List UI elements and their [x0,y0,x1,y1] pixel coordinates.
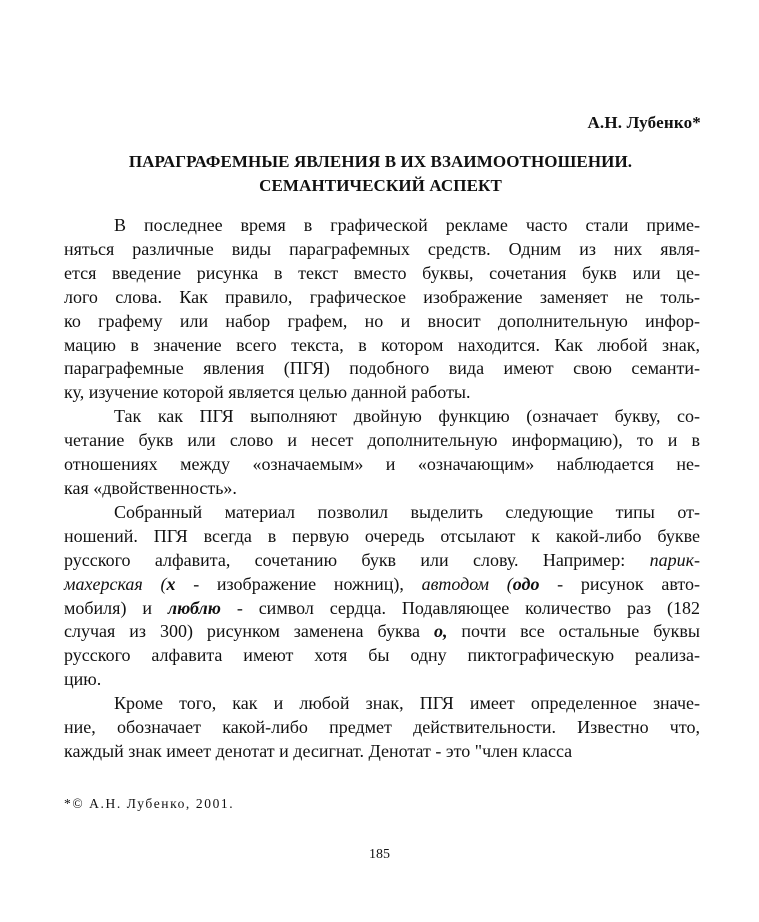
emphasized-text: х [166,573,176,594]
text-line [64,692,700,716]
text-line [64,310,700,334]
text-line [64,477,700,501]
paragraph-1 [64,214,700,405]
text-line [64,238,700,262]
text-line [64,549,700,573]
text-segment: лого слова. Как правило, графическое изображение заменяет не толь- [64,286,700,307]
text-line [64,716,700,740]
text-segment: четание букв или слово и несет дополнительную информацию), то и в [64,430,700,451]
text-segment: ется введение рисунка в текст вместо буквы, сочетания букв или це- [64,262,700,283]
text-line [64,381,700,405]
text-line [64,334,700,358]
emphasized-text: о, [433,621,448,642]
text-segment: Собранный материал позволил выделить следующие типы от- [114,501,700,522]
paragraph-4 [64,692,700,764]
text-segment: - рисунок авто- [539,573,700,594]
text-segment: Так как ПГЯ выполняют двойную функцию (означает букву, со- [114,406,700,427]
text-line [64,501,700,525]
text-segment: - изображение ножниц), [175,573,422,594]
text-segment: мобиля) и [64,597,168,618]
text-segment: случая из 300) рисунком заменена буква [64,621,434,642]
text-line [64,262,700,286]
text-line [64,453,700,477]
text-line [64,357,700,381]
text-segment: почти все остальные буквы [447,621,701,642]
text-segment: мацию в значение всего текста, в котором находится. Как любой знак, [64,334,700,355]
emphasized-text: парик- [649,549,700,570]
text-line [64,429,700,453]
title-line-1: ПАРАГРАФЕМНЫЕ ЯВЛЕНИЯ В ИХ ВЗАИМООТНОШЕНИИ. [128,152,633,171]
text-segment: русского алфавита, сочетанию букв или слову. Например: [64,549,650,570]
emphasized-text: автодом ( [421,573,513,594]
author-name: А.Н. Лубенко* [587,113,701,132]
emphasized-text: люблю [167,597,221,618]
copyright-footnote: *© А.Н. Лубенко, 2001. [64,796,235,811]
text-line [64,668,700,692]
emphasized-text: одо [512,573,540,594]
paragraph-3 [64,501,700,692]
text-line [64,214,700,238]
text-segment: - символ сердца. Подавляющее количество раз (182 [220,597,700,618]
text-line [64,286,700,310]
emphasized-text: махерская ( [64,573,167,594]
text-line [64,525,700,549]
text-segment: ку, изучение которой является целью данной работы. [64,382,471,403]
title-line-2: СЕМАНТИЧЕСКИЙ АСПЕКТ [259,176,502,195]
text-line [64,620,700,644]
page-number: 185 [369,847,390,862]
text-line [64,740,700,764]
text-line [64,573,700,597]
text-segment: ко графему или набор графем, но и вносит дополнительную инфор- [64,310,700,331]
article-title [60,150,701,198]
text-segment: русского алфавита имеют хотя бы одну пиктографическую реализа- [64,645,700,666]
text-segment: отношениях между «означаемым» и «означающим» наблюдается не- [64,454,700,475]
text-segment: ние, обозначает какой-либо предмет действительности. Известно что, [64,717,700,738]
text-line [64,405,700,429]
text-line [64,644,700,668]
text-segment: каждый знак имеет денотат и десигнат. Денотат - это "член класса [64,740,573,761]
text-segment: Кроме того, как и любой знак, ПГЯ имеет определенное значе- [114,693,700,714]
text-segment: параграфемные явления (ПГЯ) подобного вида имеют свою семанти- [64,358,700,379]
article-body [64,214,700,764]
text-segment: В последнее время в графической рекламе часто стали приме- [114,215,700,235]
text-segment: няться различные виды параграфемных средств. Одним из них явля- [64,238,700,259]
text-segment: цию. [64,669,102,690]
text-line [64,597,700,621]
text-segment: ношений. ПГЯ всегда в первую очередь отсылают к какой-либо букве [64,525,700,546]
text-segment: кая «двойственность». [64,477,237,498]
paragraph-2 [64,405,700,501]
